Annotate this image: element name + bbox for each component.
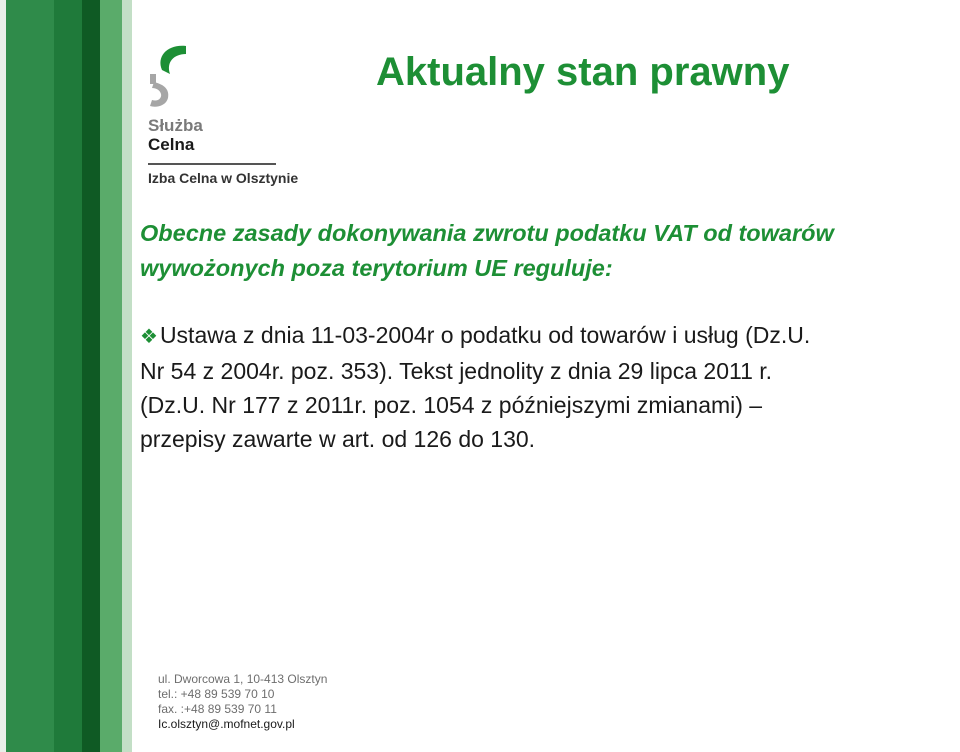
logo-subtitle: Izba Celna w Olsztynie xyxy=(148,170,299,186)
intro-text xyxy=(140,216,960,286)
footer-email: Ic.olsztyn@.mofnet.gov.pl xyxy=(158,717,295,731)
left-decorative-stripes xyxy=(0,0,132,752)
body-line: (Dz.U. Nr 177 z 2011r. poz. 1054 z późniejszymi zmianami) – xyxy=(140,392,763,418)
logo-divider xyxy=(148,163,276,165)
footer-tel: tel.: +48 89 539 70 10 xyxy=(158,687,275,701)
sluzba-celna-logo xyxy=(146,40,326,190)
body-line: Nr 54 z 2004r. poz. 353). Tekst jednolity z dnia 29 lipca 2011 r. xyxy=(140,358,773,384)
intro-line: Obecne zasady dokonywania zwrotu podatku VAT od towarów xyxy=(140,220,834,246)
contact-footer xyxy=(158,672,327,732)
slide-title: Aktualny stan prawny xyxy=(376,50,790,94)
logo-text-celna: Celna xyxy=(148,135,195,154)
sluzba-celna-emblem-icon xyxy=(146,40,196,110)
diamond-bullet-icon: ❖ xyxy=(140,326,158,348)
body-line: przepisy zawarte w art. od 126 do 130. xyxy=(140,426,536,452)
intro-line: wywożonych poza terytorium UE reguluje: xyxy=(140,255,613,281)
logo-text-sluzba: Służba xyxy=(148,116,203,135)
footer-fax: fax. :+48 89 539 70 11 xyxy=(158,702,277,716)
footer-address: ul. Dworcowa 1, 10-413 Olsztyn xyxy=(158,672,328,686)
legal-basis-text xyxy=(140,318,940,456)
body-line: ❖Ustawa z dnia 11-03-2004r o podatku od towarów i usług (Dz.U. xyxy=(140,322,811,348)
